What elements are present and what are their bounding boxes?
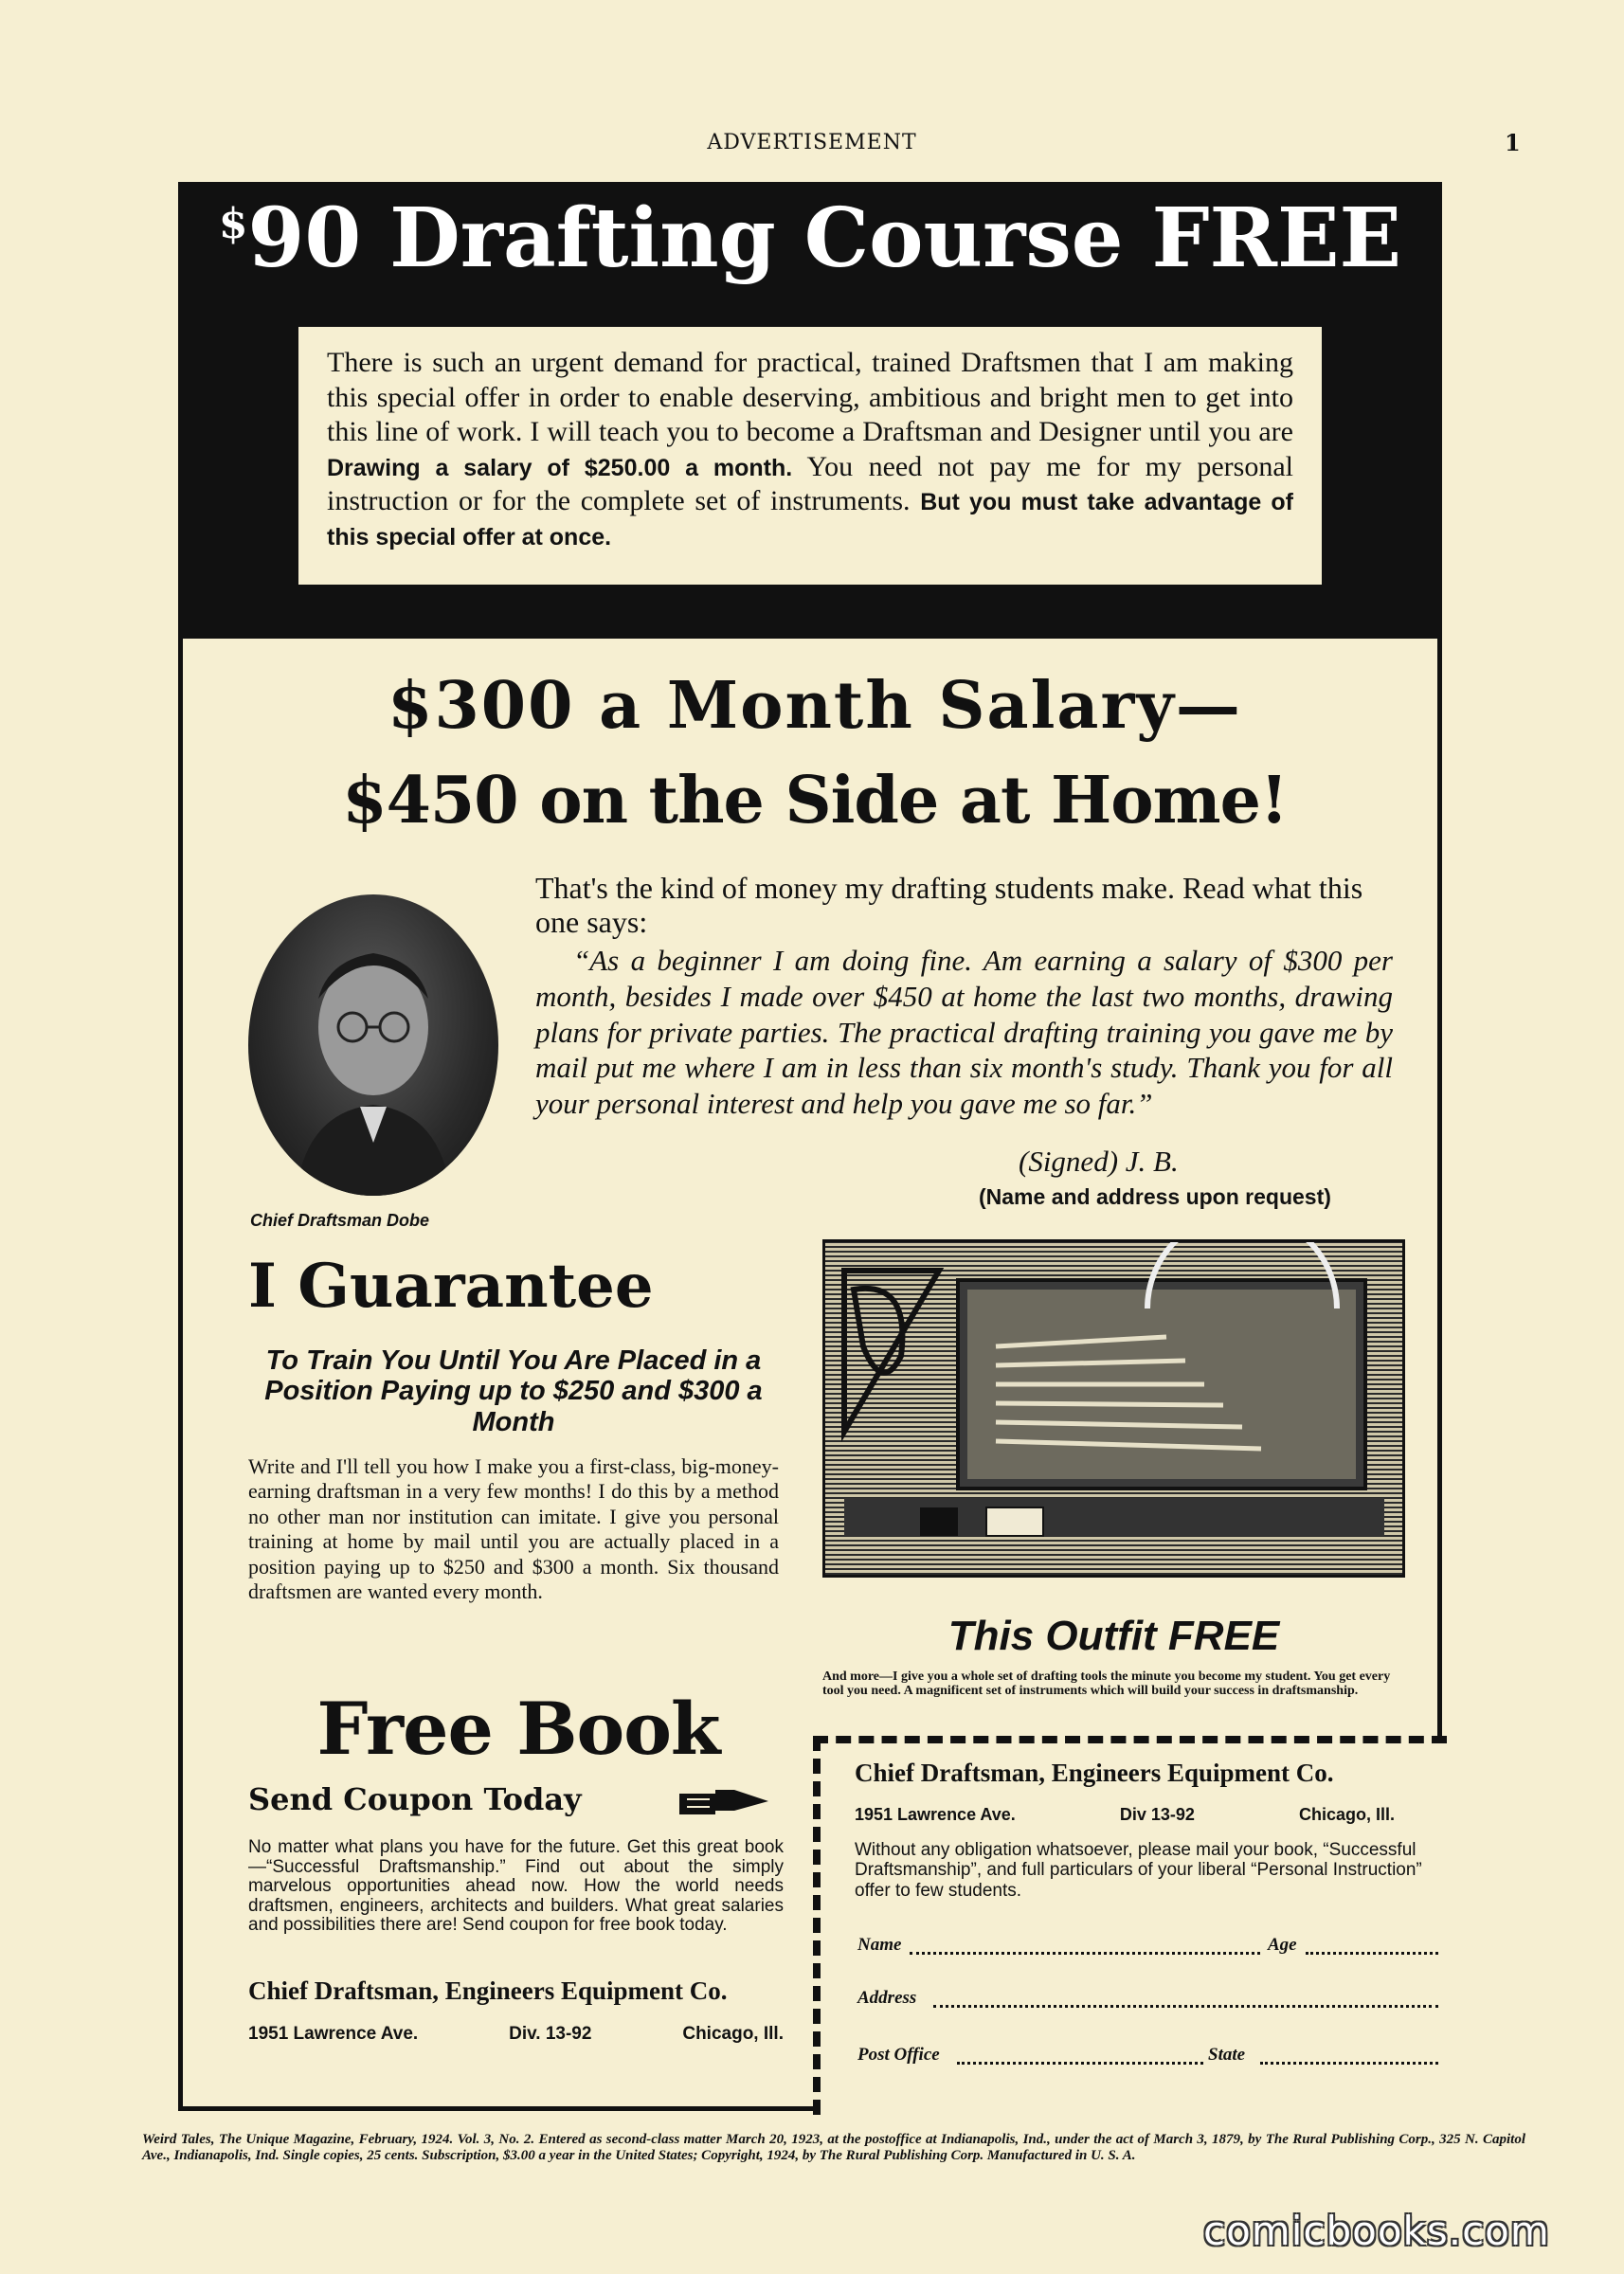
salary-headline-1: $300 a Month Salary— [388, 668, 1242, 744]
portrait-figure [248, 894, 498, 1196]
coupon-address [855, 1805, 1395, 1825]
portrait-photo [248, 894, 498, 1196]
intro-box [298, 327, 1322, 585]
pointing-hand-icon [677, 1786, 772, 1820]
guarantee-subtitle: To Train You Until You Are Placed in a Position Paying up to $250 and $300 a Month [264, 1345, 763, 1437]
post-office-field-label: Post Office [857, 2045, 940, 2065]
coupon-division: Div 13-92 [1119, 1805, 1195, 1824]
company-name: Chief Draftsman, Engineers Equipment Co. [248, 1976, 728, 2005]
send-coupon-heading: Send Coupon Today [248, 1781, 582, 1817]
age-field[interactable] [1306, 1952, 1438, 1955]
free-book-title: Free Book [316, 1687, 720, 1771]
coupon-company: Chief Draftsman, Engineers Equipment Co. [855, 1759, 1334, 1787]
name-request-note: (Name and address upon request) [979, 1184, 1331, 1209]
post-office-field[interactable] [957, 2062, 1203, 2065]
address-field-label: Address [857, 1988, 917, 2008]
story-intro: That's the kind of money my drafting students make. Read what this one says: [535, 871, 1363, 939]
coupon-street: 1951 Lawrence Ave. [855, 1805, 1016, 1824]
intro-text-2: You need not pay me for my personal instruction or for the complete set of instruments. [327, 450, 1293, 517]
intro-text: There is such an urgent demand for practical, trained Draftsmen that I am making this special offer in order to enable deserving, ambitious and bright men to get into this line of work. I will teach you to become a Draftsman and Designer until you are [327, 347, 1293, 448]
salary-headline-2: $450 on the Side at Home! [342, 763, 1288, 839]
watermark: comicbooks.com [1203, 2208, 1550, 2254]
address-field[interactable] [933, 2005, 1438, 2008]
street: 1951 Lawrence Ave. [248, 2024, 419, 2044]
name-field[interactable] [910, 1952, 1260, 1955]
company-address [248, 2024, 784, 2045]
tools-drawing [825, 1242, 1402, 1575]
state-field-label: State [1208, 2045, 1246, 2065]
free-book-body: No matter what plans you have for the future. Get this great book—“Successful Draftsmanship.” Find out about the simply marvelous opportunities ahead now. How the world needs draftsmen, engineers, architects and builders. What great salaries and possibilities there are! Send coupon for free book today. [248, 1837, 784, 1936]
page-number: 1 [1505, 129, 1521, 156]
division: Div. 13-92 [509, 2024, 592, 2044]
drafting-tools-illustration [822, 1239, 1405, 1578]
outfit-title: This Outfit FREE [947, 1613, 1280, 1659]
page-header-label: ADVERTISEMENT [707, 131, 917, 154]
guarantee-body: Write and I'll tell you how I make you a first-class, big-money-earning draftsman in a very few months! I do this by a method no other man nor institution can imitate. I give you personal training at home by mail until you are actually placed in a position paying up to $250 and $300 a month. Six thousand draftsmen are wanted every month. [248, 1454, 779, 1603]
intro-salary-bold: Drawing a salary of $250.00 a month. [327, 454, 793, 481]
name-field-label: Name [857, 1935, 902, 1955]
guarantee-title: I Guarantee [248, 1251, 654, 1322]
portrait-caption: Chief Draftsman Dobe [250, 1211, 430, 1230]
intro-offer-bold: But you must take advantage of this special offer at once. [327, 489, 1293, 550]
dollar-sign: $ [218, 200, 248, 248]
state-field[interactable] [1260, 2062, 1438, 2065]
age-field-label: Age [1268, 1935, 1297, 1955]
outfit-description: And more—I give you a whole set of drafting tools the minute you become my student. You get every tool you need. A magnificent set of instruments which will build your success in draftsmanship. [822, 1669, 1391, 1699]
banner-headline [178, 190, 1442, 286]
city: Chicago, Ill. [682, 2024, 784, 2044]
coupon-body: Without any obligation whatsoever, please mail your book, “Successful Draftsmanship”, and full particulars of your liberal “Personal Instruction” offer to few students. [855, 1840, 1422, 1901]
signature: (Signed) J. B. [1019, 1145, 1179, 1178]
publication-footer: Weird Tales, The Unique Magazine, February, 1924. Vol. 3, No. 2. Entered as second-class matter March 20, 1923, at the postoffice at Indianapolis, Ind., under the act of March 3, 1879, by The Rural Publishing Corp., 325 N. Capitol Ave., Indianapolis, Ind. Single copies, 25 cents. Subscription, $3.00 a year in the United States; Copyright, 1924, by The Rural Publishing Corp. Manufactured in U. S. A. [142, 2132, 1525, 2163]
testimonial-quote: “As a beginner I am doing fine. Am earning a salary of $300 per month, besides I made over $450 at home the last two months, drawing plans for private parties. The practical drafting training you gave me by mail put me where I am in less than six month's study. Thank you for all your personal interest and help you gave me so far.” [535, 944, 1393, 1121]
headline-text: 90 Drafting Course FREE [247, 190, 1402, 286]
coupon-city: Chicago, Ill. [1298, 1805, 1395, 1824]
